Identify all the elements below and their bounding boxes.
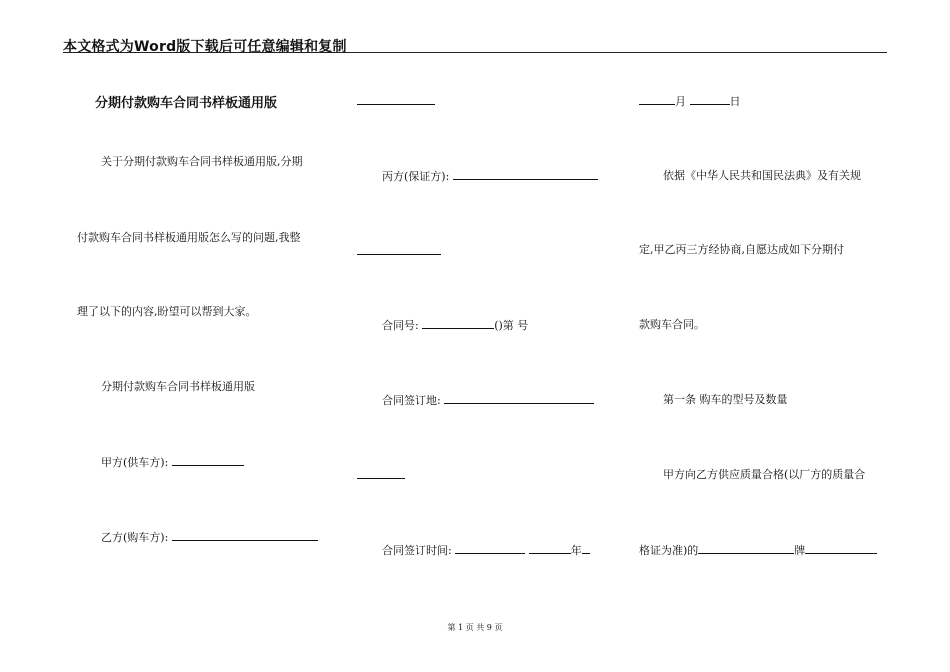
party-b-label: 乙方(购车方): — [101, 531, 169, 544]
sign-time-label: 合同签订时间: — [382, 544, 452, 557]
brand-label: 牌 — [794, 544, 806, 557]
article-1-heading: 第一条 购车的型号及数量 — [663, 393, 788, 406]
intro-line-3: 理了以下的内容,盼望可以帮到大家。 — [77, 305, 257, 318]
sign-place-blank — [444, 393, 594, 404]
intro-line-1: 关于分期付款购车合同书样板通用版,分期 — [101, 155, 303, 168]
contract-number-row — [382, 318, 528, 333]
paragraph-line: 依据《中华人民共和国民法典》及有关规 — [663, 169, 861, 182]
date-day-blank — [690, 94, 730, 105]
blank-line — [357, 478, 405, 479]
party-b-row — [101, 530, 318, 545]
date-row — [639, 94, 741, 109]
date-month-blank — [639, 94, 675, 105]
date-month-label: 月 — [675, 95, 686, 108]
party-a-blank — [172, 455, 244, 466]
sign-place-row — [382, 393, 594, 408]
page-number: 第 1 页 共 9 页 — [447, 623, 503, 632]
document-title: 分期付款购车合同书样板通用版 — [95, 96, 278, 111]
contract-number-suffix: ()第 号 — [494, 319, 529, 332]
party-c-row — [382, 169, 598, 184]
contract-subtitle: 分期付款购车合同书样板通用版 — [101, 380, 255, 393]
sign-time-row — [382, 543, 590, 558]
header-divider — [63, 52, 887, 53]
paragraph-line: 定,甲乙丙三方经协商,自愿达成如下分期付 — [639, 243, 844, 256]
paragraph-line: 格证为准)的 — [639, 544, 699, 557]
paragraph-line: 甲方向乙方供应质量合格(以厂方的质量合 — [663, 468, 866, 481]
sign-time-year: 年 — [570, 544, 582, 557]
sign-place-label: 合同签订地: — [382, 394, 441, 407]
sign-time-blank — [582, 543, 590, 554]
party-c-label: 丙方(保证方): — [382, 170, 450, 183]
party-a-row — [101, 455, 244, 470]
brand-blank — [805, 543, 877, 554]
brand-blank — [698, 543, 794, 554]
date-day-label: 日 — [729, 95, 741, 108]
contract-number-label: 合同号: — [382, 319, 419, 332]
intro-line-2: 付款购车合同书样板通用版怎么写的问题,我整 — [77, 231, 301, 244]
sign-time-blank — [455, 543, 525, 554]
header-title: 本文格式为Word版下载后可任意编辑和复制 — [63, 39, 347, 55]
blank-line — [357, 104, 435, 105]
sign-time-blank — [529, 543, 571, 554]
paragraph-line: 款购车合同。 — [639, 318, 705, 331]
party-b-blank — [172, 530, 318, 541]
brand-row — [639, 543, 877, 558]
blank-line — [357, 254, 441, 255]
party-c-blank — [453, 169, 598, 180]
party-a-label: 甲方(供车方): — [101, 456, 169, 469]
contract-number-blank — [422, 318, 494, 329]
